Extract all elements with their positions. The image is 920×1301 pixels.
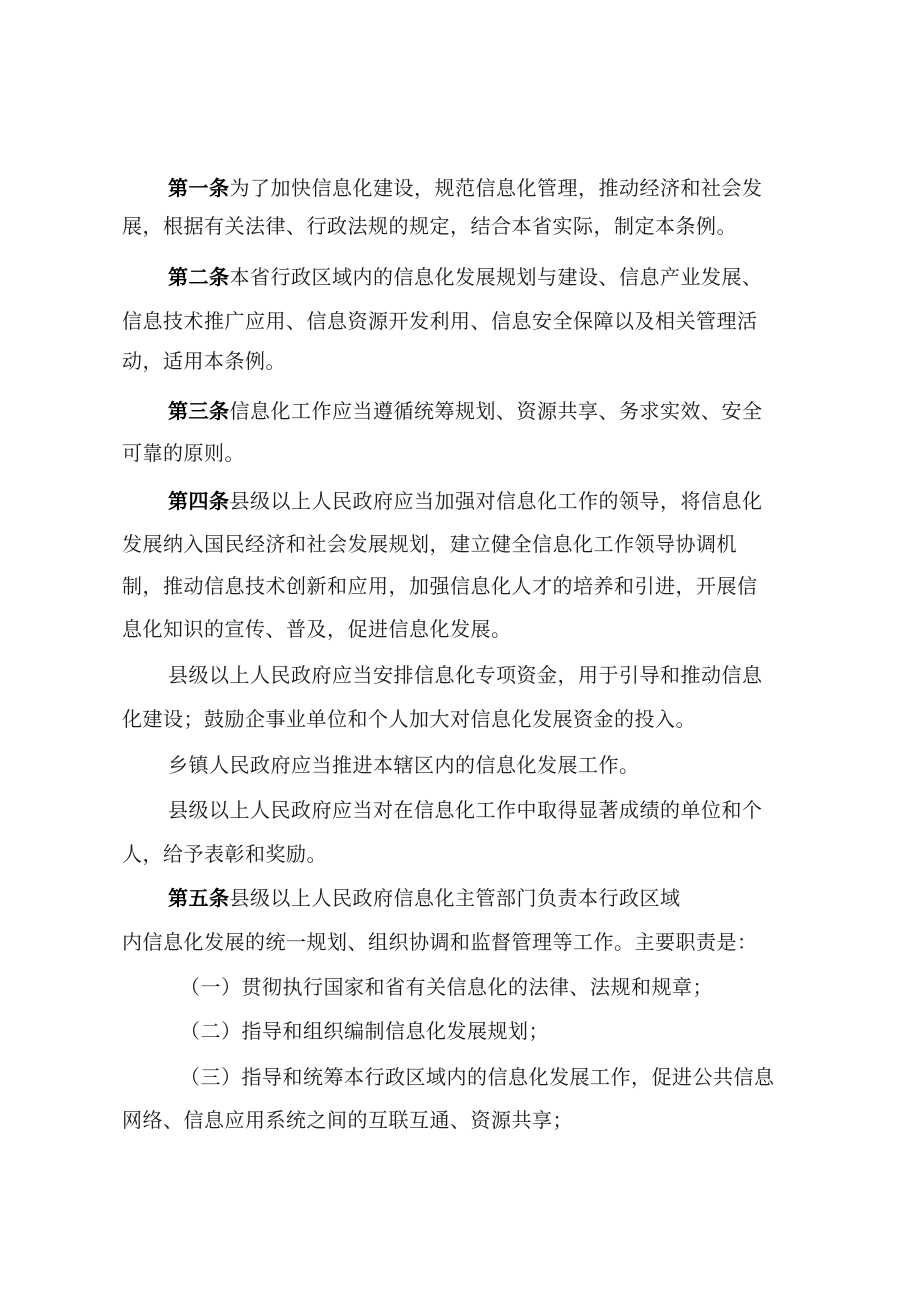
article-5-line-1 xyxy=(168,884,681,912)
article-5-item-1: （一）贯彻执行国家和省有关信息化的法律、法规和规章； xyxy=(180,975,713,999)
article-3-title: 第三条 xyxy=(168,399,230,423)
article-3-text: 信息化工作应当遵循统筹规划、资源共享、务求实效、安全 xyxy=(229,399,763,423)
article-4-line-3: 制，推动信息技术创新和应用，加强信息化人才的培养和引进，开展信 xyxy=(122,574,758,598)
article-5-line-2: 内信息化发展的统一规划、组织协调和监督管理等工作。主要职责是： xyxy=(122,930,758,954)
article-3-line-1 xyxy=(168,397,763,425)
article-4-text: 县级以上人民政府应当加强对信息化工作的领导，将信息化 xyxy=(229,489,763,513)
article-2-title: 第二条 xyxy=(168,265,230,289)
article-4-para-3-line-1: 乡镇人民政府应当推进本辖区内的信息化发展工作。 xyxy=(168,753,640,777)
article-4-para-2-line-1: 县级以上人民政府应当安排信息化专项资金，用于引导和推动信息 xyxy=(168,663,763,687)
article-4-para-4-line-1: 县级以上人民政府应当对在信息化工作中取得显著成绩的单位和个 xyxy=(168,798,763,822)
article-4-line-4: 息化知识的宣传、普及，促进信息化发展。 xyxy=(122,617,512,641)
article-1-line-1 xyxy=(168,174,763,202)
article-5-item-2: （二）指导和组织编制信息化发展规划； xyxy=(180,1019,549,1043)
article-2-line-2: 信息技术推广应用、信息资源开发利用、信息安全保障以及相关管理活 xyxy=(122,309,758,333)
article-4-line-1 xyxy=(168,487,763,515)
article-4-para-2-line-2: 化建设；鼓励企事业单位和个人加大对信息化发展资金的投入。 xyxy=(122,707,696,731)
article-2-line-1 xyxy=(168,263,763,291)
article-1-text: 为了加快信息化建设，规范信息化管理，推动经济和社会发 xyxy=(229,176,763,200)
article-3-line-2: 可靠的原则。 xyxy=(122,441,245,465)
article-4-para-4-line-2: 人，给予表彰和奖励。 xyxy=(122,842,327,866)
article-2-text: 本省行政区域内的信息化发展规划与建设、信息产业发展、 xyxy=(229,265,763,289)
article-5-title: 第五条 xyxy=(168,886,230,910)
article-5-item-3-line-2: 网络、信息应用系统之间的互联互通、资源共享； xyxy=(122,1108,573,1132)
article-2-line-3: 动，适用本条例。 xyxy=(122,349,286,373)
article-5-item-3-line-1: （三）指导和统筹本行政区域内的信息化发展工作，促进公共信息 xyxy=(180,1065,775,1089)
article-4-line-2: 发展纳入国民经济和社会发展规划，建立健全信息化工作领导协调机 xyxy=(122,532,737,556)
article-4-title: 第四条 xyxy=(168,489,230,513)
article-5-text: 县级以上人民政府信息化主管部门负责本行政区域 xyxy=(229,886,681,910)
article-1-title: 第一条 xyxy=(168,176,230,200)
article-1-line-2: 展，根据有关法律、行政法规的规定，结合本省实际，制定本条例。 xyxy=(122,214,737,238)
